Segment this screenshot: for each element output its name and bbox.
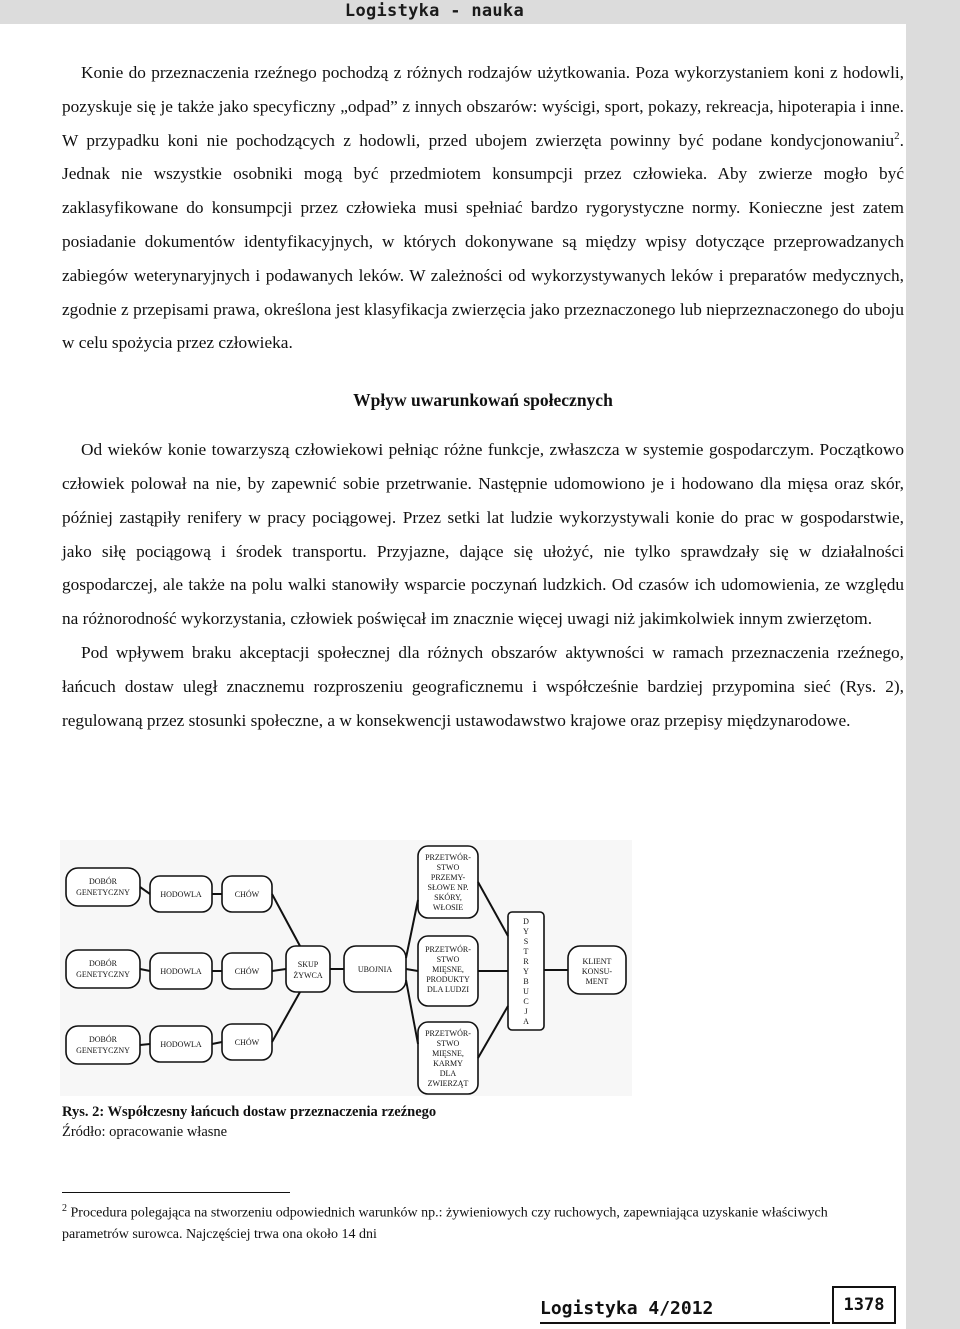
p2-l1: STWO: [436, 955, 460, 964]
ubojnia-label: UBOJNIA: [357, 965, 393, 974]
p3-l1: STWO: [436, 1039, 460, 1048]
footnote-ref[interactable]: 2: [894, 129, 900, 142]
p3-l4: DLA: [439, 1069, 457, 1078]
footnote-text: Procedura polegająca na stworzeniu odpowiednich warunków np.: żywieniowych czy ruchowych, zapewniająca uzyskanie właściwych parametrów surowca. Najczęściej trwa ona około 14 dni: [62, 1205, 828, 1242]
footer-journal-name: Logistyka 4/2012: [540, 1298, 714, 1319]
dobor-box-3: [66, 1026, 140, 1064]
p1-l3: SŁOWE NP.: [427, 883, 469, 892]
footnote: [62, 1198, 882, 1245]
page-number: 1378: [832, 1286, 896, 1324]
right-margin-strip: [906, 24, 960, 1329]
dyst-l1: Y: [523, 927, 529, 936]
hodowla-label-1: HODOWLA: [160, 890, 202, 899]
paragraph-1-rest: . Jednak nie wszystkie osobniki mogą być przedmiotem konsumpcji przez człowieka. Aby zwierze mogło być zaklasyfikowane do konsumpcji przez człowieka musi spełniać bardzo rygorystyczne normy. Konieczne jest zatem posiadanie dokumentów identyfikacyjnych, w których dokonywane są między wpisy dotyczące przeprowadzanych zabiegów weterynaryjnych i podawanych leków. W zależności od wykorzystywanych leków i preparatów medycznych, zgodnie z przepisami prawa, określona jest klasyfikacja zwierzęcia jako przeznaczonego lub nieprzeznaczonego do uboju w celu spożycia przez człowieka.: [62, 130, 904, 353]
dobor-box-1: [66, 868, 140, 906]
p3-l3: KARMY: [433, 1059, 463, 1068]
klient-l0: KLIENT: [582, 957, 612, 966]
dyst-l9: J: [524, 1007, 528, 1016]
p1-l1: STWO: [436, 863, 460, 872]
dyst-l2: S: [523, 937, 529, 946]
p1-l2: PRZEMY-: [430, 873, 466, 882]
figure-caption: Rys. 2: Współczesny łańcuch dostaw przeznaczenia rzeźnego: [62, 1104, 437, 1120]
dyst-l4: R: [523, 957, 529, 966]
hodowla-label-3: HODOWLA: [160, 1040, 202, 1049]
paragraph-1-text: Konie do przeznaczenia rzeźnego pochodzą z różnych rodzajów użytkowania. Poza wykorzystaniem koni z hodowli, pozyskuje się je także jako specyficzny „odpad” z innych obszarów: wyścigi, sport, pokazy, rekreacja, hipoterapia i inne. W przypadku koni nie pochodzących z hodowli, przed ubojem zwierzęta powinny być podane kondycjonowaniu: [62, 63, 904, 150]
dyst-l8: C: [523, 997, 529, 1006]
chow-label-3: CHÓW: [234, 1038, 260, 1047]
p1-l5: WŁOSIE: [432, 903, 464, 912]
article-body: [62, 56, 904, 737]
dobor-label-2b: GENETYCZNY: [76, 970, 130, 979]
supply-chain-diagram: [60, 840, 632, 1096]
p1-l4: SKÓRY,: [434, 893, 462, 902]
dyst-l3: T: [523, 947, 529, 956]
chow-label-2: CHÓW: [234, 967, 260, 976]
paragraph-3: Pod wpływem braku akceptacji społecznej dla różnych obszarów aktywności w ramach przeznaczenia rzeźnego, łańcuch dostaw uległ znacznemu rozproszeniu geograficznemu i współcześnie bardziej przypomina sieć (Rys. 2), regulowaną przez stosunki społeczne, a w konsekwencji ustawodawstwo krajowe oraz przepisy międzynarodowe.: [62, 642, 904, 730]
dyst-l7: U: [523, 987, 529, 996]
skup-label-b: ŻYWCA: [293, 971, 323, 980]
p1-l0: PRZETWÓR-: [425, 853, 471, 862]
chow-label-1: CHÓW: [234, 890, 260, 899]
dobor-label-1a: DOBÓR: [88, 877, 118, 886]
p2-l3: PRODUKTY: [426, 975, 470, 984]
dyst-l10: A: [523, 1017, 529, 1026]
dobor-label-3a: DOBÓR: [88, 1035, 118, 1044]
p3-l0: PRZETWÓR-: [425, 1029, 471, 1038]
dyst-l6: B: [523, 977, 529, 986]
footnote-number: 2: [62, 1203, 67, 1214]
section-heading: Wpływ uwarunkowań społecznych: [353, 390, 613, 411]
p2-l0: PRZETWÓR-: [425, 945, 471, 954]
dobor-label-1b: GENETYCZNY: [76, 888, 130, 897]
p2-l2: MIĘSNE,: [432, 965, 464, 974]
dyst-l0: D: [523, 917, 529, 926]
footer-underline: [540, 1322, 830, 1324]
header-bar: [0, 0, 960, 24]
paragraph-2: Od wieków konie towarzyszą człowiekowi pełniąc różne funkcje, zwłaszcza w systemie gospodarczym. Początkowo człowiek polował na nie, by zapewnić sobie przetrwanie. Następnie udomowiono je i hodowano dla mięsa oraz skór, później zastąpiły renifery w pracy pociągowej. Przez setki lat ludzie wykorzystywali konie do prac w gospodarstwie, jako siłę pociągową i środek transportu. Przyjazne, dające się ułożyć, nie tylko sprawdzały się w działalności gospodarczej, ale także na polu walki stanowiły wsparcie poczynań ludzkich. Od czasów ich udomowienia, ze względu na różnorodność wykorzystania, człowiek poświęcał im znacznie więcej uwagi niż jakimkolwiek innym zwierzętom.: [62, 440, 904, 629]
figure-source: Źródło: opracowanie własne: [62, 1124, 228, 1140]
p3-l2: MIĘSNE,: [432, 1049, 464, 1058]
klient-l2: MENT: [585, 977, 609, 986]
footnote-rule: [62, 1192, 290, 1193]
skup-box: [286, 946, 330, 992]
paragraph-1: [62, 56, 904, 360]
skup-label-a: SKUP: [297, 960, 319, 969]
klient-l1: KONSU-: [581, 967, 613, 976]
dobor-box-2: [66, 950, 140, 988]
p3-l5: ZWIERZĄT: [427, 1079, 469, 1088]
supply-chain-figure: [60, 840, 632, 1096]
hodowla-label-2: HODOWLA: [160, 967, 202, 976]
journal-section-title: Logistyka - nauka: [344, 1, 524, 21]
p2-l4: DLA LUDZI: [427, 985, 469, 994]
dobor-label-2a: DOBÓR: [88, 959, 118, 968]
dyst-l5: Y: [523, 967, 529, 976]
dobor-label-3b: GENETYCZNY: [76, 1046, 130, 1055]
